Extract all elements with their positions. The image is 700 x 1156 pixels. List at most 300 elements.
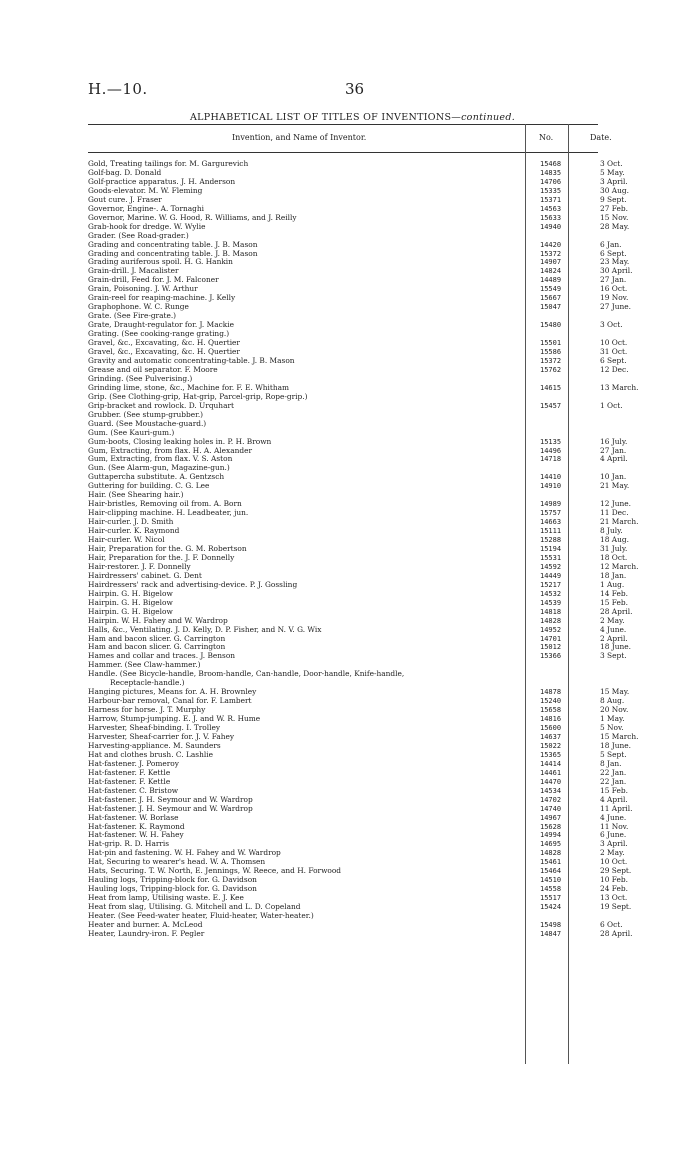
patent-number: 15424: [540, 903, 562, 912]
invention-title: Heater and burner. A. McLeod: [88, 921, 203, 930]
patent-date: 13 March.: [600, 382, 639, 392]
page-number: 36: [345, 80, 365, 98]
patent-number: 15111: [540, 527, 562, 536]
invention-title: Gun. (See Alarm-gun, Magazine-gun.): [88, 464, 230, 473]
invention-title: Harvester, Sheaf-binding. I. Trolley: [88, 724, 221, 733]
table-row: [88, 393, 608, 402]
invention-title: Hauling logs, Tripping-block for. G. Davidson: [88, 885, 257, 894]
patent-number: 14420: [540, 240, 562, 249]
patent-number: 14615: [540, 383, 562, 392]
invention-title: Hames and collar and traces. J. Benson: [88, 652, 236, 661]
invention-title: Hair, Preparation for the. J. F. Donnelly: [88, 553, 235, 562]
invention-title: Grain, Poisoning. J. W. Arthur: [88, 285, 198, 294]
patent-number: 15531: [540, 553, 562, 562]
table-row: [88, 330, 608, 339]
invention-title: Grip-bracket and rowlock. D. Urquhart: [88, 401, 234, 410]
patent-date: 5 May.: [600, 167, 625, 177]
table-row: [88, 320, 623, 330]
table-row: [88, 312, 608, 321]
invention-title: Grain-drill. J. Macalister: [88, 267, 179, 276]
patent-date: 6 Sept.: [600, 248, 627, 258]
patent-number: 15600: [540, 724, 562, 733]
table-row: [88, 464, 608, 473]
table-row: [88, 749, 627, 760]
invention-title: Grading auriferous spoil. H. G. Hankin: [88, 258, 233, 267]
invention-title: Hair-clipping machine. H. Leadbeater, jun.: [88, 509, 249, 518]
table-row: [88, 194, 627, 205]
invention-title: Governor, Marine. W. G. Hood, R. Williams, and J. Reilly: [88, 213, 297, 222]
invention-title: Receptacle-handle.): [110, 679, 185, 688]
table-row: [88, 411, 608, 420]
patent-date: 6 Jan.: [600, 239, 622, 249]
invention-title: Ham and bacon slicer. G. Carrington: [88, 643, 226, 652]
table-row: [88, 705, 629, 715]
invention-title: Hat, Securing to wearer's head. W. A. Thomsen: [88, 858, 266, 867]
patent-number: 14847: [540, 929, 562, 938]
col-head-invention: Invention, and Name of Inventor.: [232, 133, 367, 142]
table-row: [88, 364, 629, 375]
table-row: [88, 767, 627, 778]
invention-title: Hat-fastener. F. Kettle: [88, 777, 171, 786]
invention-title: Gravel, &c., Excavating, &c. H. Quertier: [88, 339, 240, 348]
patent-date: 1 May.: [600, 714, 625, 724]
invention-title: Hair, Preparation for the. G. M. Robertson: [88, 544, 247, 553]
patent-number: 14563: [540, 204, 562, 213]
table-row: [88, 633, 628, 644]
invention-title: Grate. (See Fire-grate.): [88, 312, 177, 321]
invention-title: Gum-boots, Closing leaking holes in. P. H. Brown: [88, 437, 272, 446]
patent-date: 16 Oct.: [600, 284, 628, 294]
patent-number: 15628: [540, 822, 562, 831]
patent-number: 15365: [540, 750, 562, 759]
patent-number: 14449: [540, 571, 562, 580]
patent-date: 9 Sept.: [600, 194, 627, 204]
patent-number: 15335: [540, 186, 562, 195]
invention-title: Guttapercha substitute. A. Gentzsch: [88, 473, 225, 482]
invention-title: Hair-curler. J. D. Smith: [88, 518, 174, 527]
patent-date: 30 April.: [600, 266, 633, 276]
patent-date: 15 Nov.: [600, 212, 629, 222]
patent-date: 24 Feb.: [600, 884, 628, 894]
invention-title: Golf-bag. D. Donald: [88, 168, 162, 177]
patent-number: 15047: [540, 303, 562, 312]
patent-date: 3 April.: [600, 176, 628, 186]
patent-date: 4 June.: [600, 624, 627, 634]
invention-title: Gum, Extracting, from flax. H. A. Alexander: [88, 446, 253, 455]
patent-number: 15667: [540, 294, 562, 303]
patent-number: 15457: [540, 401, 562, 410]
table-row: [88, 481, 630, 491]
table-row: [88, 400, 623, 411]
patent-number: 14558: [540, 885, 562, 894]
patent-date: 28 April.: [600, 606, 633, 616]
patent-date: 6 Oct.: [600, 920, 623, 930]
table-row: [88, 159, 623, 169]
patent-date: 21 May.: [600, 481, 630, 491]
invention-title: Gum, Extracting, from flax. V. S. Aston: [88, 455, 233, 464]
table-row: [88, 857, 628, 867]
table-row: [88, 185, 629, 196]
patent-date: 2 May.: [600, 615, 625, 625]
patent-date: 8 Jan.: [600, 758, 622, 768]
invention-title: Handle. (See Bicycle-handle, Broom-handle, Can-handle, Door-handle, Knife-handle,: [88, 670, 405, 679]
invention-title: Grip. (See Clothing-grip, Hat-grip, Parcel-grip, Rope-grip.): [88, 392, 308, 401]
patent-date: 20 Nov.: [600, 705, 629, 715]
patent-number: 14994: [540, 831, 562, 840]
table-row: [88, 579, 625, 590]
patent-number: 14740: [540, 804, 562, 813]
patent-number: 14828: [540, 849, 562, 858]
table-row: [88, 543, 628, 554]
invention-title: Gravity and automatic concentrating-table. J. B. Mason: [88, 356, 295, 365]
patent-number: 15762: [540, 365, 562, 374]
invention-title: Hairdressers' cabinet. G. Dent: [88, 571, 202, 580]
table-row: [88, 257, 630, 267]
invention-title: Hat and clothes brush. C. Lashlie: [88, 750, 213, 759]
table-row: [88, 714, 625, 724]
invention-title: Hat-fastener. W. Borlase: [88, 813, 179, 822]
patent-date: 8 Aug.: [600, 696, 625, 706]
patent-date: 3 April.: [600, 839, 628, 849]
patent-date: 27 Feb.: [600, 203, 628, 213]
table-row: [88, 526, 623, 536]
table-row: [88, 776, 627, 787]
invention-title: Hairpin. G. H. Bigelow: [88, 598, 173, 607]
table-row: [88, 382, 639, 393]
patent-number: 15366: [540, 652, 562, 661]
table-row: [88, 429, 608, 438]
patent-number: 14818: [540, 607, 562, 616]
patent-number: 15468: [540, 160, 562, 168]
invention-title: Golf-practice apparatus. J. H. Anderson: [88, 177, 236, 186]
table-row: [88, 561, 639, 572]
patent-number: 14496: [540, 446, 562, 455]
invention-title: Grading and concentrating table. J. B. Mason: [88, 249, 258, 258]
table-row: [88, 445, 627, 456]
patent-date: 28 April.: [600, 928, 633, 938]
patent-date: 31 July.: [600, 543, 628, 553]
invention-title: Harvester, Sheaf-carrier for. J. V. Fahey: [88, 733, 235, 741]
patent-date: 5 Sept.: [600, 749, 627, 759]
patent-date: 10 Jan.: [600, 472, 627, 482]
patent-date: 19 Sept.: [600, 902, 632, 912]
invention-title: Graphophone. W. C. Runge: [88, 303, 189, 312]
page-series: H.—10.: [88, 80, 148, 98]
patent-number: 14532: [540, 589, 562, 598]
patent-number: 14410: [540, 473, 562, 482]
invention-title: Grain-reel for reaping-machine. J. Kelly: [88, 294, 236, 303]
invention-title: Hat-fastener. J. H. Seymour and W. Wardrop: [88, 795, 253, 804]
patent-number: 14702: [540, 795, 562, 804]
invention-title: Hat-pin and fastening. W. H. Fahey and W. Wardrop: [88, 849, 281, 858]
list-title: [190, 112, 515, 123]
table-row: [88, 651, 627, 661]
invention-title: Harvesting-appliance. M. Saunders: [88, 741, 221, 750]
invention-title: Heater. (See Feed-water heater, Fluid-heater, Water-heater.): [88, 912, 314, 921]
patent-date: 11 Nov.: [600, 821, 629, 831]
patent-date: 10 Oct.: [600, 857, 628, 867]
table-row: [88, 167, 625, 178]
table-row: [88, 275, 627, 285]
table-row: [88, 517, 639, 527]
patent-number: 14592: [540, 562, 562, 571]
invention-title: Harbour-bar removal, Canal for. F. Lambert: [88, 697, 252, 706]
patent-number: 15757: [540, 509, 562, 518]
table-row: [88, 338, 628, 348]
patent-number: 14701: [540, 634, 562, 643]
invention-title: Guttering for building. C. G. Lee: [88, 482, 210, 491]
invention-title: Grading and concentrating table. J. B. Mason: [88, 240, 258, 249]
invention-title: Hairpin. G. H. Bigelow: [88, 589, 173, 598]
invention-title: Grubber. (See stump-grubber.): [88, 410, 204, 419]
patent-date: 1 Oct.: [600, 400, 623, 410]
table-row: [88, 902, 632, 912]
invention-title: Hats, Securing. T. W. North, E. Jennings, W. Reece, and H. Forwood: [88, 867, 342, 876]
table-row: [88, 266, 633, 276]
patent-date: 10 Feb.: [600, 875, 628, 885]
patent-number: 14461: [540, 768, 562, 777]
table-row: [88, 597, 628, 608]
invention-title: Hair-curler. W. Nicol: [88, 536, 165, 545]
patent-date: 27 Jan.: [600, 445, 627, 455]
patent-number: 15372: [540, 356, 562, 365]
invention-title: Halls, &c., Ventilating. J. D. Kelly, D. P. Fisher, and N. V. G. Wix: [88, 625, 322, 634]
table-row: [88, 347, 628, 357]
patent-date: 4 June.: [600, 812, 627, 822]
table-row: [88, 248, 627, 259]
patent-date: 6 June.: [600, 830, 627, 840]
table-row: [88, 785, 628, 796]
invention-title: Hammer. (See Claw-hammer.): [88, 661, 201, 670]
patent-number: 14470: [540, 777, 562, 786]
table-row: [88, 454, 628, 464]
invention-title: Heater, Laundry-iron. F. Pegler: [88, 929, 205, 938]
table-row: [88, 732, 639, 742]
invention-title: Hair-curler. K. Raymond: [88, 527, 180, 536]
patent-number: 14816: [540, 715, 562, 724]
patent-number: 15012: [540, 643, 562, 652]
patent-number: 15517: [540, 894, 562, 903]
table-row: [88, 884, 628, 894]
patent-number: 15240: [540, 697, 562, 706]
invention-title: Grinding. (See Pulverising.): [88, 374, 193, 383]
table-row: [88, 355, 627, 366]
invention-title: Hanging pictures, Means for. A. H. Brownley: [88, 688, 257, 697]
patent-date: 10 Oct.: [600, 338, 628, 348]
patent-number: 15464: [540, 867, 562, 876]
table-row: [88, 670, 608, 679]
invention-title: Grate, Draught-regulator for. J. Mackie: [88, 321, 234, 330]
table-row: [88, 284, 628, 294]
patent-date: 23 May.: [600, 257, 630, 267]
table-row: [88, 839, 628, 849]
table-row: [88, 615, 625, 626]
patent-number: 15461: [540, 858, 562, 867]
patent-number: 14835: [540, 168, 562, 177]
table-row: [88, 920, 623, 930]
patent-date: 21 March.: [600, 517, 639, 527]
table-row: [88, 436, 628, 447]
table-row: [88, 830, 627, 840]
header-rule-top: [88, 124, 598, 125]
patent-date: 22 Jan.: [600, 776, 627, 786]
patent-date: 4 April.: [600, 454, 628, 464]
patent-number: 15498: [540, 921, 562, 930]
patent-date: 12 June.: [600, 499, 631, 509]
invention-title: Grating. (See cooking-range grating.): [88, 330, 230, 339]
patent-date: 18 Oct.: [600, 552, 628, 562]
table-row: [88, 472, 627, 482]
invention-title: Heat from slag, Utilising. G. Mitchell and L. D. Copeland: [88, 903, 301, 912]
patent-date: 14 Feb.: [600, 588, 628, 598]
patent-date: 3 Oct.: [600, 159, 623, 168]
patent-number: 15217: [540, 580, 562, 589]
patent-date: 12 March.: [600, 561, 639, 571]
table-row: [88, 912, 608, 921]
invention-title: Guard. (See Moustache-guard.): [88, 419, 207, 428]
patent-number: 15372: [540, 249, 562, 258]
table-row: [88, 232, 608, 241]
patent-date: 27 Jan.: [600, 275, 627, 285]
invention-title: Hat-fastener. K. Raymond: [88, 822, 185, 831]
invention-title: Hat-fastener. C. Bristow: [88, 786, 179, 795]
patent-date: 18 Jan.: [600, 570, 627, 580]
table-row: [88, 176, 628, 187]
patent-number: 15586: [540, 348, 562, 357]
patent-number: 15501: [540, 339, 562, 348]
invention-title: Hairdressers' rack and advertising-device. P. J. Gossling: [88, 580, 298, 589]
header-rule-bottom: [88, 152, 598, 153]
patent-date: 4 April.: [600, 794, 628, 804]
table-row: [88, 821, 629, 832]
table-row: [88, 606, 633, 617]
table-row: [88, 679, 608, 688]
invention-title: Governor, Engine-. A. Tornaghi: [88, 204, 205, 213]
patent-date: 5 Nov.: [600, 723, 624, 733]
invention-title: Harness for horse. J. T. Murphy: [88, 706, 206, 715]
list-title-main: ALPHABETICAL LIST OF TITLES OF INVENTIONS—: [190, 112, 462, 123]
table-row: [88, 812, 627, 823]
invention-title: Hauling logs, Tripping-block for. G. Davidson: [88, 876, 257, 885]
patent-date: 2 May.: [600, 848, 625, 858]
patent-date: 18 June.: [600, 740, 631, 750]
patent-number: 14489: [540, 276, 562, 285]
invention-title: Hat-fastener. J. Pomeroy: [88, 759, 179, 768]
table-row: [88, 866, 632, 876]
patent-date: 15 May.: [600, 687, 630, 697]
table-row: [88, 293, 629, 303]
table-row: [88, 491, 608, 500]
patent-date: 15 March.: [600, 732, 639, 741]
col-head-no: No.: [539, 133, 554, 142]
invention-title: Hat-fastener. F. Kettle: [88, 768, 171, 777]
patent-number: 14967: [540, 813, 562, 822]
patent-number: 14695: [540, 840, 562, 849]
invention-title: Gravel, &c., Excavating, &c. H. Quertier: [88, 348, 240, 357]
patent-number: 15135: [540, 437, 562, 446]
invention-title: Gold, Treating tailings for. M. Gargurevich: [88, 160, 249, 168]
patent-number: 14539: [540, 598, 562, 607]
patent-date: 3 Sept.: [600, 651, 627, 661]
patent-date: 1 Aug.: [600, 579, 625, 589]
patent-date: 18 Aug.: [600, 535, 629, 545]
patent-number: 14663: [540, 518, 562, 527]
patent-number: 15549: [540, 285, 562, 294]
inventions-table: [88, 159, 639, 939]
invention-title: Harrow, Stump-jumping. E. J. and W. R. Hume: [88, 715, 261, 724]
patent-date: 30 Aug.: [600, 185, 629, 195]
patent-date: 8 July.: [600, 526, 623, 536]
patent-date: 3 Oct.: [600, 320, 623, 330]
patent-date: 11 Dec.: [600, 508, 629, 518]
invention-title: Grinding lime, stone, &c., Machine for. F. E. Whitham: [88, 383, 290, 392]
patent-date: 22 Jan.: [600, 767, 627, 777]
patent-number: 14989: [540, 500, 562, 509]
table-row: [88, 588, 628, 599]
table-row: [88, 570, 627, 581]
table-row: [88, 239, 622, 250]
invention-title: Hair-restorer. J. F. Donnelly: [88, 562, 191, 571]
patent-date: 16 July.: [600, 436, 628, 446]
patent-number: 14940: [540, 222, 562, 231]
patent-date: 15 Feb.: [600, 785, 628, 795]
patent-date: 31 Oct.: [600, 347, 628, 357]
patent-number: 14952: [540, 625, 562, 634]
invention-title: Grease and oil separator. F. Moore: [88, 365, 218, 374]
table-row: [88, 420, 608, 429]
patent-number: 14637: [540, 733, 562, 741]
patent-number: 15480: [540, 321, 562, 330]
patent-date: 18 June.: [600, 642, 631, 652]
invention-title: Hat-fastener. W. H. Fahey: [88, 831, 184, 840]
table-row: [88, 221, 630, 232]
patent-number: 15658: [540, 706, 562, 715]
patent-number: 14510: [540, 876, 562, 885]
patent-number: 14907: [540, 258, 562, 267]
patent-number: 15194: [540, 544, 562, 553]
patent-date: 12 Dec.: [600, 364, 629, 374]
patent-number: 14414: [540, 759, 562, 768]
patent-number: 14706: [540, 177, 562, 186]
patent-number: 14910: [540, 482, 562, 491]
table-row: [88, 552, 628, 563]
patent-date: 2 April.: [600, 633, 628, 643]
table-row: [88, 723, 624, 733]
invention-title: Hat-grip. R. D. Harris: [88, 840, 170, 849]
patent-number: 14534: [540, 786, 562, 795]
invention-title: Gum. (See Kauri-gum.): [88, 428, 175, 437]
patent-number: 15288: [540, 536, 562, 545]
col-head-date: Date.: [590, 133, 612, 142]
invention-title: Hairpin. G. H. Bigelow: [88, 607, 173, 616]
patent-number: 15633: [540, 213, 562, 222]
invention-title: Grab-hook for dredge. W. Wylie: [88, 222, 206, 231]
invention-title: Grain-drill, Feed for. J. M. Falconer: [88, 276, 219, 285]
patent-date: 29 Sept.: [600, 866, 632, 876]
table-row: [88, 928, 633, 939]
invention-title: Goods-elevator. M. W. Fleming: [88, 186, 203, 195]
patent-number: 14878: [540, 688, 562, 697]
table-row: [88, 212, 629, 223]
patent-number: 14718: [540, 455, 562, 464]
patent-number: 15022: [540, 741, 562, 750]
table-row: [88, 875, 628, 885]
table-row: [88, 661, 608, 670]
invention-title: Hat-fastener. J. H. Seymour and W. Wardrop: [88, 804, 253, 813]
patent-number: 15371: [540, 195, 562, 204]
table-row: [88, 803, 633, 814]
list-title-continued: continued.: [461, 112, 516, 123]
